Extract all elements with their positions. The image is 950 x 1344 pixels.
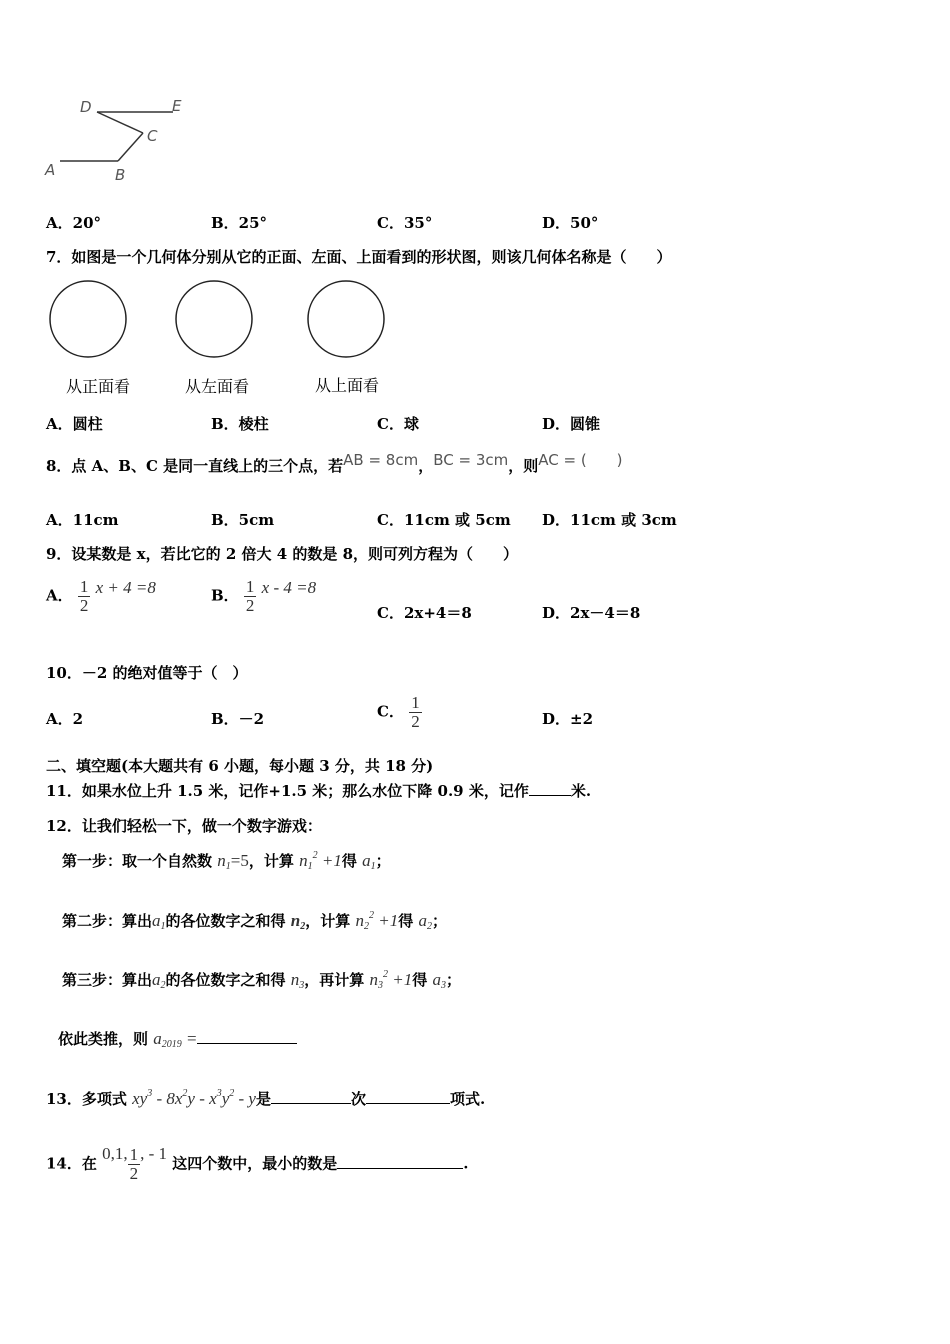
q6-option-c[interactable]: C．35° bbox=[377, 214, 433, 232]
a1: $a_1$ bbox=[362, 851, 376, 872]
a2019: $a_{2019}$ bbox=[153, 1029, 182, 1050]
section-heading: 二、填空题(本大题共有 6 小题，每小题 3 分，共 18 分) bbox=[46, 757, 434, 775]
a3: $a_3$ bbox=[432, 970, 446, 991]
n2-squared-plus-1: $n_2^2 +1$ bbox=[355, 910, 399, 932]
q12-final: 依此类推，则 $a_{2019}$ = bbox=[58, 1028, 297, 1050]
view-left-caption: 从左面看 bbox=[185, 377, 250, 396]
q9-b-fraction: $\frac{1}{2}$ bbox=[245, 577, 255, 615]
q10-c-fraction: $\frac{1}{2}$ bbox=[411, 693, 420, 731]
q12-step2: 第二步：算出$a_1$的各位数字之和得 $n_2$，计算 $n_2^2 +1$得 $a_2$； bbox=[62, 910, 447, 932]
q10-option-d[interactable]: D．±2 bbox=[542, 710, 594, 728]
q14-neg-one: , - 1 bbox=[140, 1143, 168, 1163]
q12-step1: 第一步：取一个自然数 $n_1=5$，计算 $n_1^2 +1$得 $a_1$； bbox=[62, 850, 391, 872]
n2: $n_2$ bbox=[290, 911, 306, 932]
n1-squared-plus-1: $n_1^2 +1$ bbox=[299, 850, 342, 872]
q7-option-a[interactable]: A．圆柱 bbox=[46, 415, 103, 433]
q12-stem: 12．让我们轻松一下，做一个数字游戏： bbox=[46, 817, 322, 835]
q10-option-c[interactable] bbox=[377, 694, 422, 731]
q8-stem-b: ，则 bbox=[508, 457, 539, 475]
label-e: E bbox=[172, 97, 182, 115]
q13-degree-blank[interactable] bbox=[271, 1089, 351, 1104]
n1: $n_1$ bbox=[217, 851, 231, 872]
q7-stem: 7．如图是一个几何体分别从它的正面、左面、上面看到的形状图，则该几何体名称是（ ） bbox=[46, 248, 672, 266]
q10-option-a[interactable]: A．2 bbox=[46, 710, 84, 728]
a1-ref: $a_1$ bbox=[152, 911, 166, 932]
three-views-figure bbox=[45, 278, 390, 363]
q8-option-d[interactable]: D．11cm 或 3cm bbox=[542, 511, 677, 529]
label-c: C bbox=[147, 127, 158, 145]
q8-stem-a: 8．点 A、B、C 是同一直线上的三个点，若 bbox=[46, 457, 344, 475]
n3: $n_3$ bbox=[290, 970, 305, 991]
q7-option-c[interactable]: C．球 bbox=[377, 415, 419, 433]
q11-unit: 米. bbox=[570, 782, 592, 800]
label-b: B bbox=[115, 166, 126, 184]
n3-squared-plus-1: $n_3^2 +1$ bbox=[369, 969, 413, 991]
q7-option-d[interactable]: D．圆锥 bbox=[542, 415, 601, 433]
view-front-caption: 从正面看 bbox=[66, 377, 131, 396]
q10-stem: 10．－2 的绝对值等于（ ） bbox=[46, 664, 248, 682]
q9-option-c[interactable]: C．2x+4＝8 bbox=[377, 604, 472, 622]
q10-option-b[interactable]: B．－2 bbox=[211, 710, 265, 728]
q9-a-expr: x + 4 =8 bbox=[95, 577, 156, 597]
q10-c-label: C． bbox=[377, 702, 404, 721]
q8-option-c[interactable]: C．11cm 或 5cm bbox=[377, 511, 511, 529]
q9-option-d[interactable]: D．2x－4＝8 bbox=[542, 604, 641, 622]
q9-a-fraction: $\frac{1}{2}$ bbox=[79, 577, 89, 615]
q9-b-label: B． bbox=[211, 586, 239, 605]
q14-fraction: $\frac{1}{2}$ bbox=[129, 1145, 139, 1183]
q11-text: 11．如果水位上升 1.5 米，记作+1.5 米；那么水位下降 0.9 米，记作 bbox=[46, 782, 529, 800]
q8-ac: AC = ( ) bbox=[538, 451, 623, 469]
q12-answer-blank[interactable] bbox=[197, 1029, 297, 1044]
q8-stem bbox=[46, 451, 623, 476]
q9-option-a[interactable] bbox=[46, 578, 156, 615]
q9-stem: 9．设某数是 x，若比它的 2 倍大 4 的数是 8，则可列方程为（ ） bbox=[46, 545, 519, 563]
q11 bbox=[46, 780, 591, 801]
a2-ref: $a_2$ bbox=[152, 970, 166, 991]
q6-option-a[interactable]: A．20° bbox=[46, 214, 102, 232]
q14-numbers: 0,1, bbox=[102, 1143, 128, 1163]
q14-answer-blank[interactable] bbox=[337, 1154, 463, 1169]
q14: 14．在 0,1, $\frac{1}{2}$ , - 1 这四个数中，最小的数是 . bbox=[46, 1143, 469, 1183]
q6-option-b[interactable]: B．25° bbox=[211, 214, 268, 232]
q12-step3: 第三步：算出$a_2$的各位数字之和得 $n_3$，再计算 $n_3^2 +1$得 $a_3$； bbox=[62, 969, 462, 991]
q8-option-b[interactable]: B．5cm bbox=[211, 511, 275, 529]
q8-ab: AB = 8cm bbox=[343, 451, 419, 469]
q9-b-expr: x - 4 =8 bbox=[261, 577, 317, 597]
label-a: A bbox=[45, 161, 56, 179]
q11-answer-blank[interactable] bbox=[529, 781, 571, 796]
q9-a-label: A． bbox=[46, 586, 73, 605]
q6-option-d[interactable]: D．50° bbox=[542, 214, 599, 232]
q8-sep: ， bbox=[418, 457, 434, 475]
q13: 13．多项式 $xy^3 - 8x^2y - x^3y^2$ - y是 次 项式. bbox=[46, 1088, 486, 1108]
view-top-caption: 从上面看 bbox=[315, 376, 380, 395]
q8-option-a[interactable]: A．11cm bbox=[46, 511, 119, 529]
q8-bc: BC = 3cm bbox=[433, 451, 509, 469]
label-d: D bbox=[80, 98, 92, 116]
q13-terms-blank[interactable] bbox=[366, 1089, 450, 1104]
polynomial: $xy^3 - 8x^2y - x^3y^2$ - y bbox=[132, 1088, 256, 1108]
q7-option-b[interactable]: B．棱柱 bbox=[211, 415, 269, 433]
q9-option-b[interactable] bbox=[211, 578, 316, 615]
a2: $a_2$ bbox=[418, 911, 432, 932]
